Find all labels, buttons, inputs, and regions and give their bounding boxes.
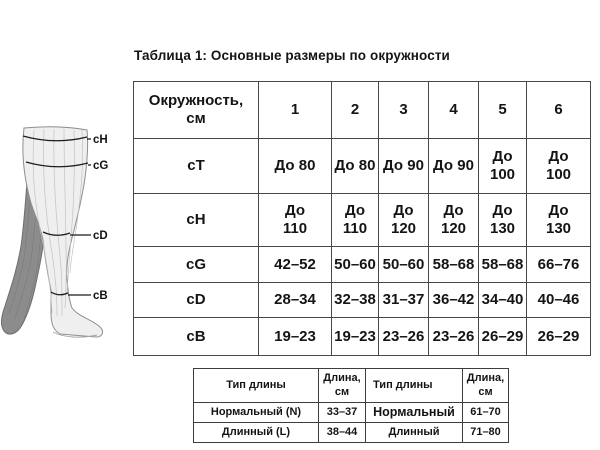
long-type-label: Длинный (L)	[194, 423, 319, 443]
size-header-6: 6	[527, 82, 591, 139]
page-title: Таблица 1: Основные размеры по окружности	[134, 48, 450, 63]
cd-size-1: 28–34	[259, 283, 332, 318]
normal-type-label: Нормальный (N)	[194, 403, 319, 423]
long-length-value-2: 71–80	[463, 423, 509, 443]
size-table	[133, 81, 591, 356]
leg-label-cg: cG	[93, 160, 109, 172]
cg-size-1: 42–52	[259, 247, 332, 283]
ct-size-4: До 90	[429, 139, 479, 194]
long-length-value: 38–44	[319, 423, 366, 443]
row-label-cg: cG	[134, 247, 259, 283]
table-row-ch	[134, 194, 591, 247]
long-type-label-2: Длинный	[366, 423, 463, 443]
size-table-container	[133, 81, 591, 356]
length-row-normal	[194, 403, 509, 423]
cd-size-6: 40–46	[527, 283, 591, 318]
leg-diagram	[0, 118, 125, 350]
size-header-circumference: Окружность, см	[134, 82, 259, 139]
length-header-length-1: Длина, см	[319, 369, 366, 403]
ch-size-5: До 130	[479, 194, 527, 247]
row-label-ct: cT	[134, 139, 259, 194]
cb-size-4: 23–26	[429, 318, 479, 356]
normal-length-value: 33–37	[319, 403, 366, 423]
ct-size-6: До 100	[527, 139, 591, 194]
cb-size-6: 26–29	[527, 318, 591, 356]
ch-size-6: До 130	[527, 194, 591, 247]
normal-type-label-2: Нормальный	[366, 403, 463, 423]
leg-label-cb: cB	[93, 290, 108, 302]
cb-size-5: 26–29	[479, 318, 527, 356]
cg-size-3: 50–60	[379, 247, 429, 283]
length-row-long	[194, 423, 509, 443]
cd-size-4: 36–42	[429, 283, 479, 318]
ct-size-1: До 80	[259, 139, 332, 194]
cg-size-4: 58–68	[429, 247, 479, 283]
size-header-1: 1	[259, 82, 332, 139]
cb-size-3: 23–26	[379, 318, 429, 356]
cb-size-2: 19–23	[332, 318, 379, 356]
row-label-ch: cH	[134, 194, 259, 247]
length-header-type-1: Тип длины	[194, 369, 319, 403]
table-row-cb	[134, 318, 591, 356]
length-table-header-row	[194, 369, 509, 403]
cd-size-2: 32–38	[332, 283, 379, 318]
ch-size-4: До 120	[429, 194, 479, 247]
row-label-cb: cB	[134, 318, 259, 356]
cg-size-5: 58–68	[479, 247, 527, 283]
length-header-length-2: Длина, см	[463, 369, 509, 403]
row-label-cd: cD	[134, 283, 259, 318]
cg-size-6: 66–76	[527, 247, 591, 283]
normal-length-value-2: 61–70	[463, 403, 509, 423]
size-header-4: 4	[429, 82, 479, 139]
ch-size-1: До 110	[259, 194, 332, 247]
ct-size-3: До 90	[379, 139, 429, 194]
size-header-5: 5	[479, 82, 527, 139]
cb-size-1: 19–23	[259, 318, 332, 356]
table-row-cg	[134, 247, 591, 283]
length-table	[193, 368, 509, 443]
size-table-header-row	[134, 82, 591, 139]
table-row-cd	[134, 283, 591, 318]
cd-size-5: 34–40	[479, 283, 527, 318]
table-row-ct	[134, 139, 591, 194]
size-header-3: 3	[379, 82, 429, 139]
ch-size-3: До 120	[379, 194, 429, 247]
leg-label-cd: cD	[93, 230, 108, 242]
size-header-2: 2	[332, 82, 379, 139]
leg-label-ch: cH	[93, 134, 108, 146]
length-table-container	[193, 368, 509, 443]
ch-size-2: До 110	[332, 194, 379, 247]
cg-size-2: 50–60	[332, 247, 379, 283]
length-header-type-2: Тип длины	[366, 369, 463, 403]
ct-size-2: До 80	[332, 139, 379, 194]
ct-size-5: До 100	[479, 139, 527, 194]
cd-size-3: 31–37	[379, 283, 429, 318]
